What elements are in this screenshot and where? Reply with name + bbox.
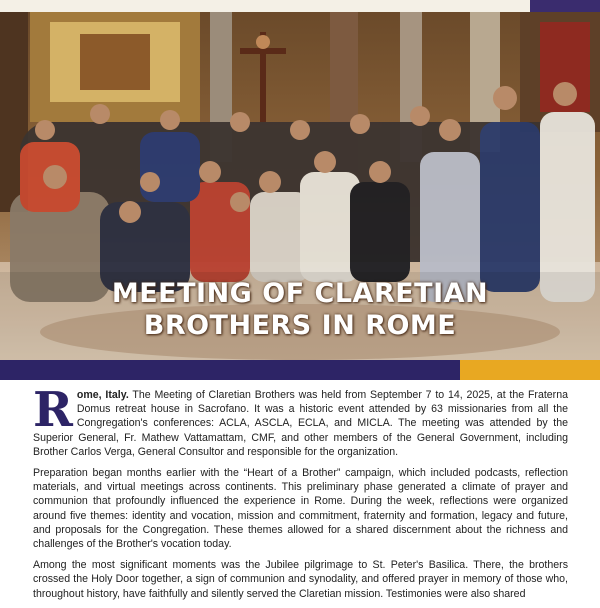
title-line-2: BROTHERS IN ROME (143, 310, 457, 341)
divider-bar-dark (0, 360, 460, 380)
paragraph-3: Among the most significant moments was the Jubilee pilgrimage to St. Peter's Basilica. There, the brothers crossed the Holy Door together, a sign of communion and synodality, and offered prayer in memory of those who, throughout history, have faithfully and silently served the Claretian mission. Testimonies were also shared (33, 559, 568, 600)
divider-bar (0, 360, 600, 380)
paragraph-1 (33, 382, 568, 459)
top-accent-stripe (530, 0, 600, 12)
article-title (0, 278, 600, 342)
article-body (33, 382, 568, 608)
top-band (0, 0, 600, 12)
paragraph-2: Preparation began months earlier with the “Heart of a Brother” campaign, which included podcasts, reflection materials, and virtual meetings across continents. This preliminary phase generated a climate of prayer and communion that profoundly influenced the experience in Rome. During the week, reflections were organized around five themes: identity and vocation, mission and commitment, fraternity and formation, legacy and future, and proposals for the Congregation. These themes allowed for a shared discernment about the richness and challenges of the Brother's vocation today. (33, 467, 568, 551)
drop-cap: R (33, 382, 73, 438)
title-line-1: MEETING OF CLARETIAN (111, 278, 489, 309)
divider-bar-gold (460, 360, 600, 380)
lead-dateline: ome, Italy. (76, 389, 129, 401)
paragraph-1-text: The Meeting of Claretian Brothers was held from September 7 to 14, 2025, at the Fraterna Domus retreat house in Sacrofano. It was a historic event attended by 63 missionaries from all the Congregation's conferences: ACLA, ASCLA, ECLA, and MICLA. The meeting was attended by the Superior General, Fr. Mathew Vattamattam, CMF, and other members of the General Government, including Brother Carlos Verga, General Consultor and responsible for the organization. (33, 389, 568, 458)
